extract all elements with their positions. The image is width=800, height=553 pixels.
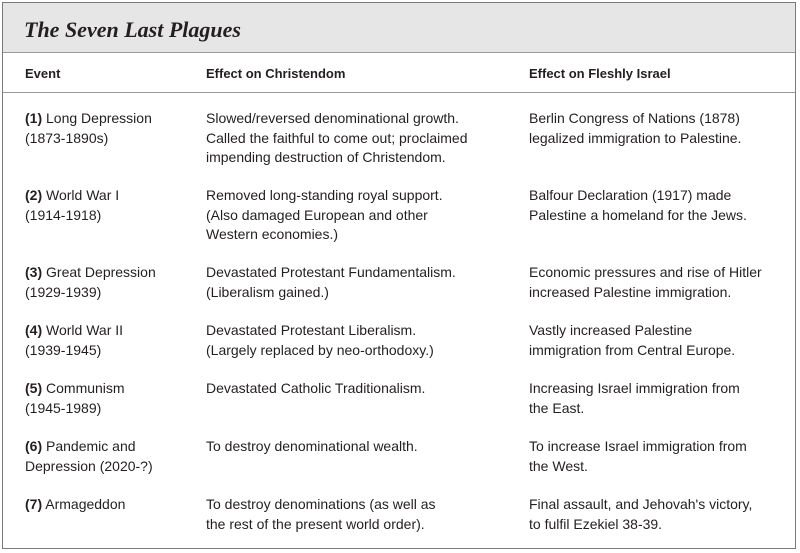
christendom-effect-cell: To destroy denominational wealth. (206, 438, 418, 454)
event-name: Armageddon (45, 496, 126, 512)
event-name: Great Depression (1929-1939) (25, 264, 156, 300)
israel-effect-cell: Balfour Declaration (1917) made Palestine a homeland for the Jews. (529, 187, 747, 223)
event-cell (25, 321, 200, 360)
header-row (3, 53, 795, 93)
event-number: (5) (25, 380, 43, 396)
christendom-effect-cell: Devastated Protestant Liberalism. (Largely replaced by neo-orthodoxy.) (206, 322, 434, 358)
event-number: (3) (25, 264, 43, 280)
event-name: Pandemic and Depression (2020-?) (25, 438, 153, 474)
header-effect-christendom: Effect on Christendom (206, 66, 346, 81)
table-title: The Seven Last Plagues (24, 17, 241, 42)
event-name: World War II (1939-1945) (25, 322, 124, 358)
israel-effect-cell: Increasing Israel immigration from the East. (529, 380, 740, 416)
event-number: (4) (25, 322, 43, 338)
israel-effect-cell: Final assault, and Jehovah's victory, to fulfil Ezekiel 38-39. (529, 496, 753, 532)
christendom-effect-cell: Devastated Protestant Fundamentalism. (Liberalism gained.) (206, 264, 456, 300)
event-cell (25, 263, 200, 302)
event-number: (1) (25, 110, 43, 126)
christendom-effect-cell: Slowed/reversed denominational growth. Called the faithful to come out; proclaimed impending destruction of Christendom. (206, 110, 468, 165)
event-number: (7) (25, 496, 43, 512)
plagues-table (2, 2, 796, 549)
event-cell (25, 437, 200, 476)
event-number: (6) (25, 438, 43, 454)
header-event: Event (25, 66, 61, 81)
christendom-effect-cell: Devastated Catholic Traditionalism. (206, 380, 426, 396)
israel-effect-cell: Economic pressures and rise of Hitler increased Palestine immigration. (529, 264, 762, 300)
israel-effect-cell: To increase Israel immigration from the West. (529, 438, 747, 474)
event-name: Communism (1945-1989) (25, 380, 125, 416)
event-cell (25, 186, 200, 225)
header-effect-israel: Effect on Fleshly Israel (529, 66, 671, 81)
event-name: World War I (1914-1918) (25, 187, 120, 223)
event-cell (25, 495, 200, 515)
event-cell (25, 109, 200, 148)
event-cell (25, 379, 200, 418)
christendom-effect-cell: Removed long-standing royal support. (Also damaged European and other Western economies.) (206, 187, 443, 242)
israel-effect-cell: Vastly increased Palestine immigration from Central Europe. (529, 322, 736, 358)
israel-effect-cell: Berlin Congress of Nations (1878) legalized immigration to Palestine. (529, 110, 742, 146)
christendom-effect-cell: To destroy denominations (as well as the rest of the present world order). (206, 496, 436, 532)
title-bar (3, 3, 795, 53)
event-number: (2) (25, 187, 43, 203)
event-name: Long Depression (1873-1890s) (25, 110, 152, 146)
